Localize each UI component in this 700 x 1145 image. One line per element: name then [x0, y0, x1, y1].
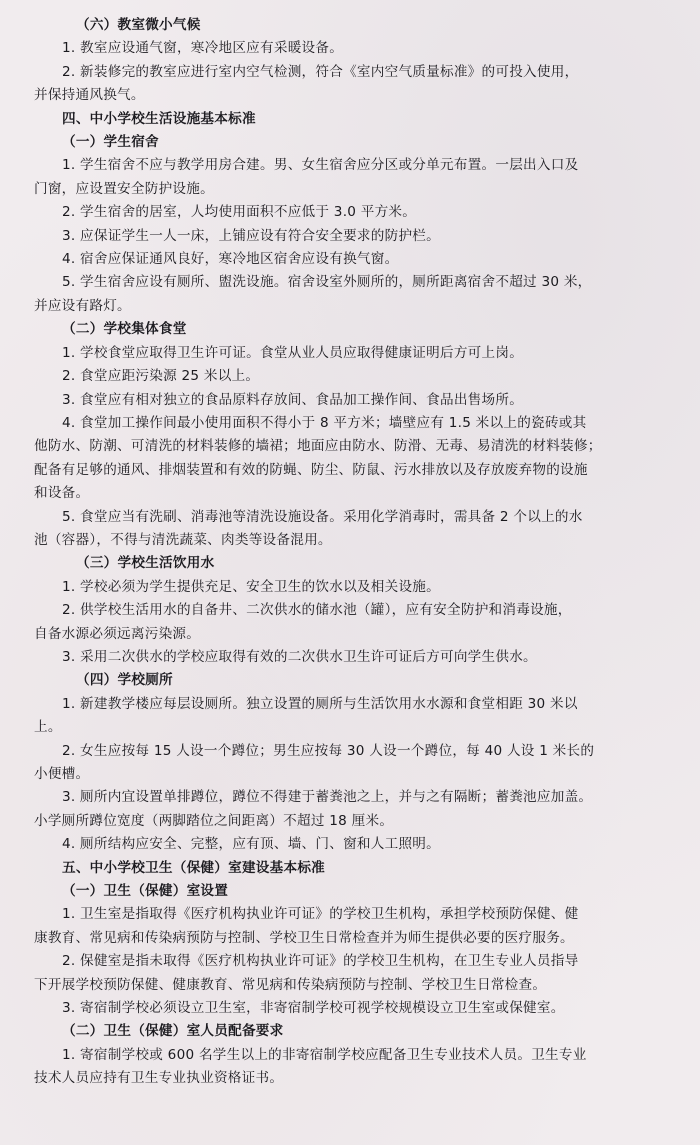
- text-line: 配备有足够的通风、排烟装置和有效的防蝇、防尘、防鼠、污水排放以及存放废弃物的设施: [34, 461, 588, 478]
- text-line: 3. 采用二次供水的学校应取得有效的二次供水卫生许可证后方可向学生供水。: [62, 648, 537, 665]
- text-line: 4. 食堂加工操作间最小使用面积不得小于 8 平方米；墙壁应有 1.5 米以上的瓷砖或其: [62, 414, 587, 431]
- text-line: 自备水源必须远离污染源。: [34, 625, 201, 642]
- section-heading: 四、中小学校生活设施基本标准: [62, 110, 256, 127]
- section-heading: 五、中小学校卫生（保健）室建设基本标准: [62, 859, 326, 876]
- text-line: 1. 学校食堂应取得卫生许可证。食堂从业人员应取得健康证明后方可上岗。: [62, 344, 524, 361]
- text-line: 5. 学生宿舍应设有厕所、盥洗设施。宿舍设室外厕所的，厕所距离宿舍不超过 30 米，: [62, 274, 592, 291]
- text-line: 康教育、常见病和传染病预防与控制、学校卫生日常检查并为师生提供必要的医疗服务。: [34, 929, 574, 946]
- section-heading: （六）教室微小气候: [76, 17, 201, 33]
- text-line: 1. 教室应设通气窗，寒冷地区应有采暖设备。: [62, 40, 344, 57]
- section-heading: （一）卫生（保健）室设置: [62, 883, 229, 900]
- text-line: 3. 寄宿制学校必须设立卫生室，非寄宿制学校可视学校规模设立卫生室或保健室。: [62, 1000, 565, 1017]
- text-line: 和设备。: [34, 485, 90, 502]
- section-heading: （二）卫生（保健）室人员配备要求: [62, 1023, 284, 1040]
- text-line: 2. 保健室是指未取得《医疗机构执业许可证》的学校卫生机构，在卫生专业人员指导: [62, 953, 579, 970]
- text-line: 2. 女生应按每 15 人设一个蹲位；男生应按每 30 人设一个蹲位，每 40 人设 1 米长的: [62, 742, 595, 759]
- text-line: 2. 食堂应距污染源 25 米以上。: [62, 368, 260, 385]
- section-heading: （三）学校生活饮用水: [76, 555, 215, 572]
- text-line: 1. 卫生室是指取得《医疗机构执业许可证》的学校卫生机构，承担学校预防保健、健: [62, 906, 579, 923]
- text-line: 1. 寄宿制学校或 600 名学生以上的非寄宿制学校应配备卫生专业技术人员。卫生专业: [62, 1046, 587, 1063]
- text-line: 小学厕所蹲位宽度（两脚踏位之间距离）不超过 18 厘米。: [34, 812, 394, 829]
- text-line: 池（容器），不得与清洗蔬菜、肉类等设备混用。: [34, 531, 332, 548]
- text-line: 3. 食堂应有相对独立的食品原料存放间、食品加工操作间、食品出售场所。: [62, 391, 524, 408]
- section-heading: （四）学校厕所: [76, 672, 173, 689]
- section-heading: （一）学生宿舍: [62, 134, 159, 151]
- text-line: 1. 新建教学楼应每层设厕所。独立设置的厕所与生活饮用水水源和食堂相距 30 米以: [62, 695, 578, 712]
- text-line: 4. 宿舍应保证通风良好，寒冷地区宿舍应设有换气窗。: [62, 251, 399, 268]
- text-line: 2. 学生宿舍的居室，人均使用面积不应低于 3.0 平方米。: [62, 204, 417, 221]
- text-line: 下开展学校预防保健、健康教育、常见病和传染病预防与控制、学校卫生日常检查。: [34, 976, 547, 993]
- section-heading: （二）学校集体食堂: [62, 321, 187, 338]
- text-line: 上。: [34, 719, 62, 736]
- text-line: 3. 应保证学生一人一床，上铺应设有符合安全要求的防护栏。: [62, 227, 440, 244]
- text-line: 2. 新装修完的教室应进行室内空气检测，符合《室内空气质量标准》的可投入使用，: [62, 63, 579, 80]
- text-line: 5. 食堂应当有洗刷、消毒池等清洗设施设备。采用化学消毒时，需具备 2 个以上的水: [62, 508, 583, 525]
- text-line: 4. 厕所结构应安全、完整，应有顶、墙、门、窗和人工照明。: [62, 836, 440, 853]
- text-line: 3. 厕所内宜设置单排蹲位，蹲位不得建于蓄粪池之上，并与之有隔断；蓄粪池应加盖。: [62, 789, 593, 806]
- text-line: 2. 供学校生活用水的自备井、二次供水的储水池（罐），应有安全防护和消毒设施，: [62, 602, 572, 619]
- text-line: 并保持通风换气。: [34, 87, 145, 104]
- text-line: 门窗，应设置安全防护设施。: [34, 180, 214, 197]
- text-line: 1. 学生宿舍不应与教学用房合建。男、女生宿舍应分区或分单元布置。一层出入口及: [62, 157, 579, 174]
- text-line: 小便槽。: [34, 766, 90, 782]
- text-line: 并应设有路灯。: [34, 297, 131, 314]
- text-line: 技术人员应持有卫生专业执业资格证书。: [34, 1070, 284, 1087]
- text-line: 1. 学校必须为学生提供充足、安全卫生的饮水以及相关设施。: [62, 578, 440, 595]
- text-line: 他防水、防潮、可清洗的材料装修的墙裙；地面应由防水、防滑、无毒、易清洗的材料装修；: [34, 438, 602, 455]
